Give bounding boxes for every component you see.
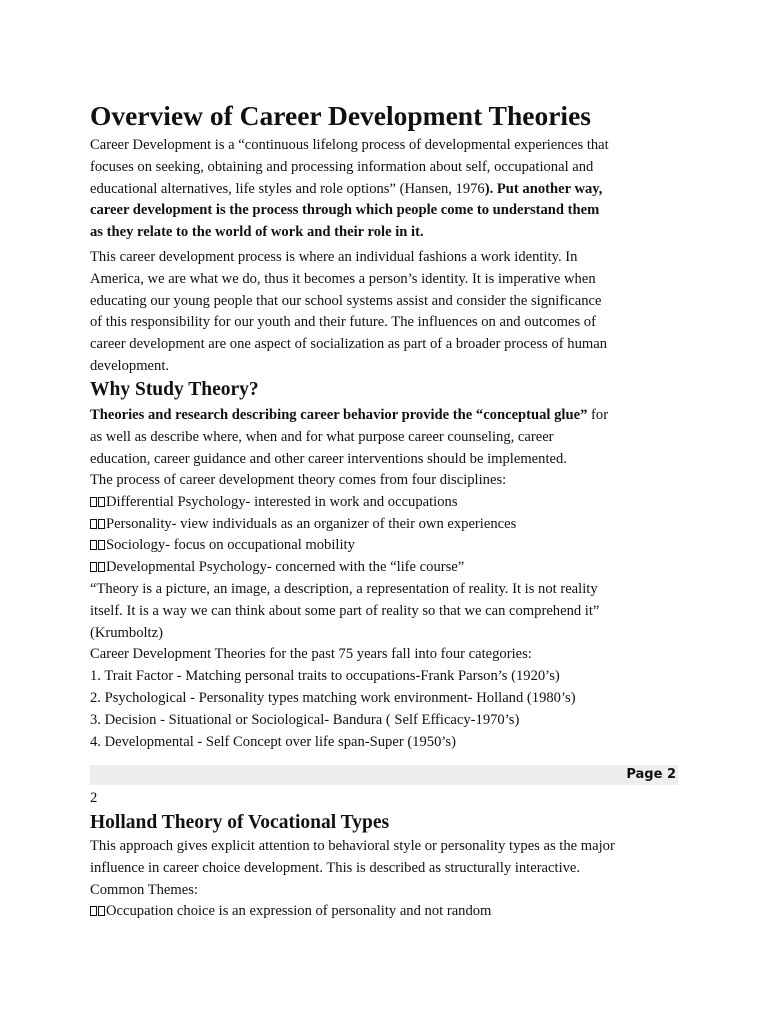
category-item: 3. Decision - Situational or Sociological- Bandura ( Self Efficacy-1970’s) [90, 711, 520, 728]
page-title: Overview of Career Development Theories [90, 100, 591, 131]
missing-glyph-icon [90, 492, 106, 514]
missing-glyph-icon [90, 557, 106, 579]
text-line: career development are one aspect of socialization as part of a broader process of human [90, 336, 608, 353]
quote-attribution: (Krumboltz) [90, 624, 163, 641]
text-fragment: educational alternatives, life styles and role options” (Hansen, 1976 [90, 180, 485, 197]
bold-fragment: Theories and research describing career behavior provide the “conceptual glue” [90, 407, 588, 423]
text-line [90, 405, 608, 427]
text-line: educating our young people that our school systems assist and consider the significance [90, 292, 602, 309]
categories-intro: Career Development Theories for the past 75 years fall into four categories: [90, 646, 532, 663]
missing-glyph-icon [90, 514, 106, 536]
text-line: influence in career choice development. This is described as structurally interactive. [90, 859, 581, 876]
quote-line: itself. It is a way we can think about some part of reality so that we can comprehend it” [90, 602, 600, 619]
list-item [90, 514, 599, 536]
text-line: as well as describe where, when and for what purpose career counseling, career [90, 428, 554, 445]
list-item [90, 901, 615, 923]
holland-heading: Holland Theory of Vocational Types [90, 812, 390, 833]
text-line: development. [90, 357, 170, 374]
text-line [90, 179, 609, 201]
list-item-text: Personality- view individuals as an organizer of their own experiences [106, 515, 517, 532]
page-label: Page 2 [626, 767, 676, 782]
text-line: America, we are what we do, thus it becomes a person’s identity. It is imperative when [90, 270, 596, 287]
list-item [90, 557, 599, 579]
text-line: Career Development is a “continuous lifelong process of developmental experiences that [90, 137, 609, 153]
intro-paragraph [90, 135, 609, 244]
bold-line: as they relate to the world of work and their role in it. [90, 224, 424, 241]
text-line: This approach gives explicit attention to behavioral style or personality types as the major [90, 838, 615, 854]
text-line: of this responsibility for our youth and their future. The influences on and outcomes of [90, 314, 596, 331]
missing-glyph-icon [90, 535, 106, 557]
list-item [90, 492, 599, 514]
category-item: 2. Psychological - Personality types matching work environment- Holland (1980’s) [90, 689, 576, 706]
text-fragment: for [587, 407, 609, 423]
list-item-text: Developmental Psychology- concerned with the “life course” [106, 559, 465, 576]
holland-paragraph [90, 836, 615, 923]
identity-paragraph [90, 247, 607, 378]
text-line: education, career guidance and other career interventions should be implemented. [90, 450, 567, 467]
list-item [90, 535, 599, 557]
page-number: 2 [90, 790, 98, 806]
disciplines-intro: The process of career development theory comes from four disciplines: [90, 472, 507, 488]
list-item-text: Occupation choice is an expression of personality and not random [106, 903, 492, 920]
text-line: Common Themes: [90, 881, 198, 898]
list-item-text: Sociology- focus on occupational mobility [106, 537, 355, 554]
missing-glyph-icon [90, 901, 106, 923]
why-paragraph [90, 405, 608, 470]
bold-fragment: ). Put another way, [484, 180, 603, 197]
why-study-heading: Why Study Theory? [90, 379, 259, 400]
list-item-text: Differential Psychology- interested in work and occupations [106, 493, 458, 510]
text-line: focuses on seeking, obtaining and processing information about self, occupational and [90, 158, 594, 175]
bold-line: career development is the process through which people come to understand them [90, 202, 600, 219]
category-item: 1. Trait Factor - Matching personal traits to occupations-Frank Parson’s (1920’s) [90, 668, 560, 685]
category-item: 4. Developmental - Self Concept over life span-Super (1950’s) [90, 733, 456, 750]
page-footer-band [90, 765, 678, 785]
quote-line: “Theory is a picture, an image, a description, a representation of reality. It is not reality [90, 580, 598, 597]
disciplines-section [90, 470, 599, 753]
text-line: This career development process is where an individual fashions a work identity. In [90, 249, 578, 265]
